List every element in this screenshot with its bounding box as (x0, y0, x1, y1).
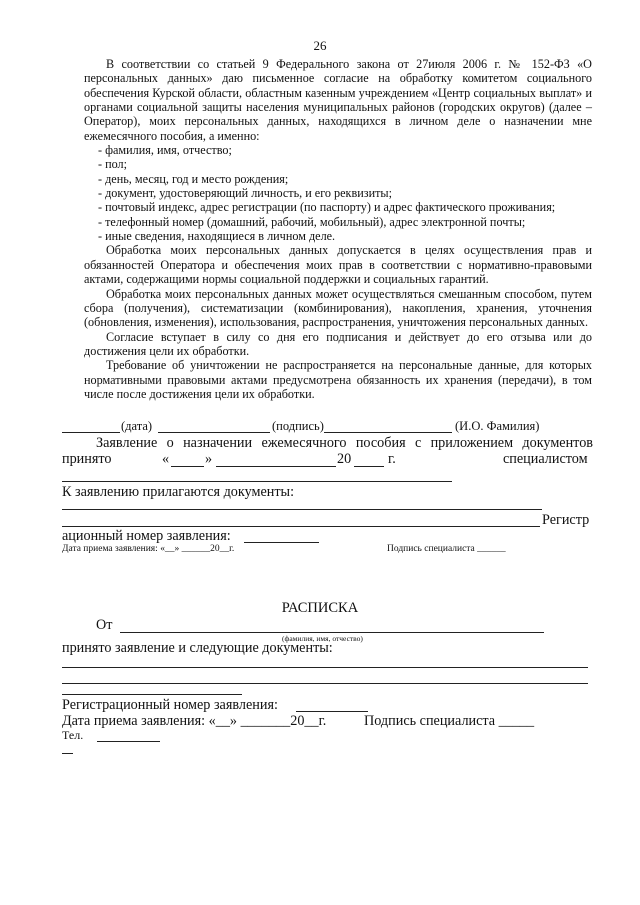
year-suffix: г. (388, 451, 396, 467)
short-dash-line (62, 753, 73, 754)
receipt-date-label: Дата приема заявления: «__» _______20__г. (62, 713, 327, 729)
application-heading: Заявление о назначении ежемесячного пособия с приложением документов (96, 435, 593, 451)
list-item: - фамилия, имя, отчество; (98, 143, 232, 158)
personal-data-list (84, 143, 592, 243)
applicant-name-line[interactable] (120, 632, 544, 633)
date-received-label: Дата приема заявления: «__» ______20__г. (62, 544, 235, 554)
attached-docs-label: К заявлению прилагаются документы: (62, 484, 295, 500)
phone-line[interactable] (97, 741, 160, 742)
list-item: - иные сведения, находящиеся в личном деле. (98, 229, 336, 244)
page-number: 26 (313, 38, 327, 53)
receipt-document-line-2[interactable] (62, 683, 588, 684)
document-line-2[interactable] (62, 526, 540, 527)
accepted-documents-label: принято заявление и следующие документы: (62, 640, 333, 656)
list-item: - телефонный номер (домашний, рабочий, мобильный), адрес электронной почты; (98, 214, 526, 229)
name-line[interactable] (324, 432, 452, 433)
specialist-name-line[interactable] (62, 481, 452, 482)
receipt-title: РАСПИСКА (281, 600, 359, 616)
receipt-reg-number-line[interactable] (296, 711, 368, 712)
receipt-document-line-3[interactable] (62, 694, 242, 695)
list-item: - почтовый индекс, адрес регистрации (по паспорту) и адрес фактического проживания; (98, 200, 556, 215)
day-line[interactable] (171, 466, 204, 467)
date-line[interactable] (62, 432, 120, 433)
consent-section (84, 57, 592, 401)
consent-destruction: Требование об уничтожении не распространяется на персональные данные, для которых нормативными правовыми актами предусмотрена обязанность их хранения (передачи), в том числе после достижения цели их обработки. (84, 358, 592, 401)
year-prefix: 20 (337, 451, 352, 467)
year-line[interactable] (354, 466, 384, 467)
from-label: От (96, 617, 113, 633)
name-caption: (И.О. Фамилия) (455, 419, 540, 433)
consent-purpose: Обработка моих персональных данных допускается в целях осуществления прав и обязанностей Оператора и обеспечения моих прав в соответствии с нормативно-правовыми актами, содержащими нормы социальной поддержки и социальных гарантий. (84, 243, 592, 287)
consent-processing: Обработка моих персональных данных может осуществляться смешанным способом, путем сбора (получения), систематизации (комбинирования), накопления, хранения, уточнения (обновления, изменения), использования, распространения, уничтожения персональных данных. (84, 286, 592, 330)
fio-caption: (фамилия, имя, отчество) (282, 634, 363, 643)
signature-caption: (подпись) (272, 419, 324, 433)
reg-number-line[interactable] (244, 542, 319, 543)
receipt-reg-number-label: Регистрационный номер заявления: (62, 697, 278, 713)
date-quote-close: » (205, 451, 213, 467)
phone-label: Тел. (62, 728, 84, 742)
receipt-document-line-1[interactable] (62, 667, 588, 668)
specialist-signature-label: Подпись специалиста ______ (387, 544, 506, 554)
list-item: - пол; (98, 157, 128, 172)
reg-number-label-part2: ационный номер заявления: (62, 528, 231, 544)
specialist-label: специалистом (503, 451, 588, 467)
consent-intro: В соответствии со статьей 9 Федерального закона от 27июля 2006 г. № 152-ФЗ «О персональных данных» даю письменное согласие на обработку комитетом социального обеспечения Курской области, областным казенным учреждением «Центр социальных выплат» и органами социальной защиты населения муниципальных районов (городских округов) (далее – Оператор), моих персональных данных, находящихся в личном деле о назначении мне ежемесячного пособия, а именно: (84, 57, 592, 143)
consent-validity: Согласие вступает в силу со дня его подписания и действует до его отзыва или до достижения цели их обработки. (84, 329, 592, 358)
signature-line[interactable] (158, 432, 270, 433)
accepted-label: принято (62, 451, 112, 467)
list-item: - документ, удостоверяющий личность, и его реквизиты; (98, 186, 392, 201)
month-line[interactable] (216, 466, 336, 467)
date-quote-open: « (162, 451, 170, 467)
receipt-specialist-signature: Подпись специалиста _____ (364, 713, 535, 729)
list-item: - день, месяц, год и место рождения; (98, 171, 289, 186)
reg-number-label-part1: Регистр (542, 512, 590, 528)
date-caption: (дата) (121, 419, 153, 433)
document-line-1[interactable] (62, 509, 542, 510)
